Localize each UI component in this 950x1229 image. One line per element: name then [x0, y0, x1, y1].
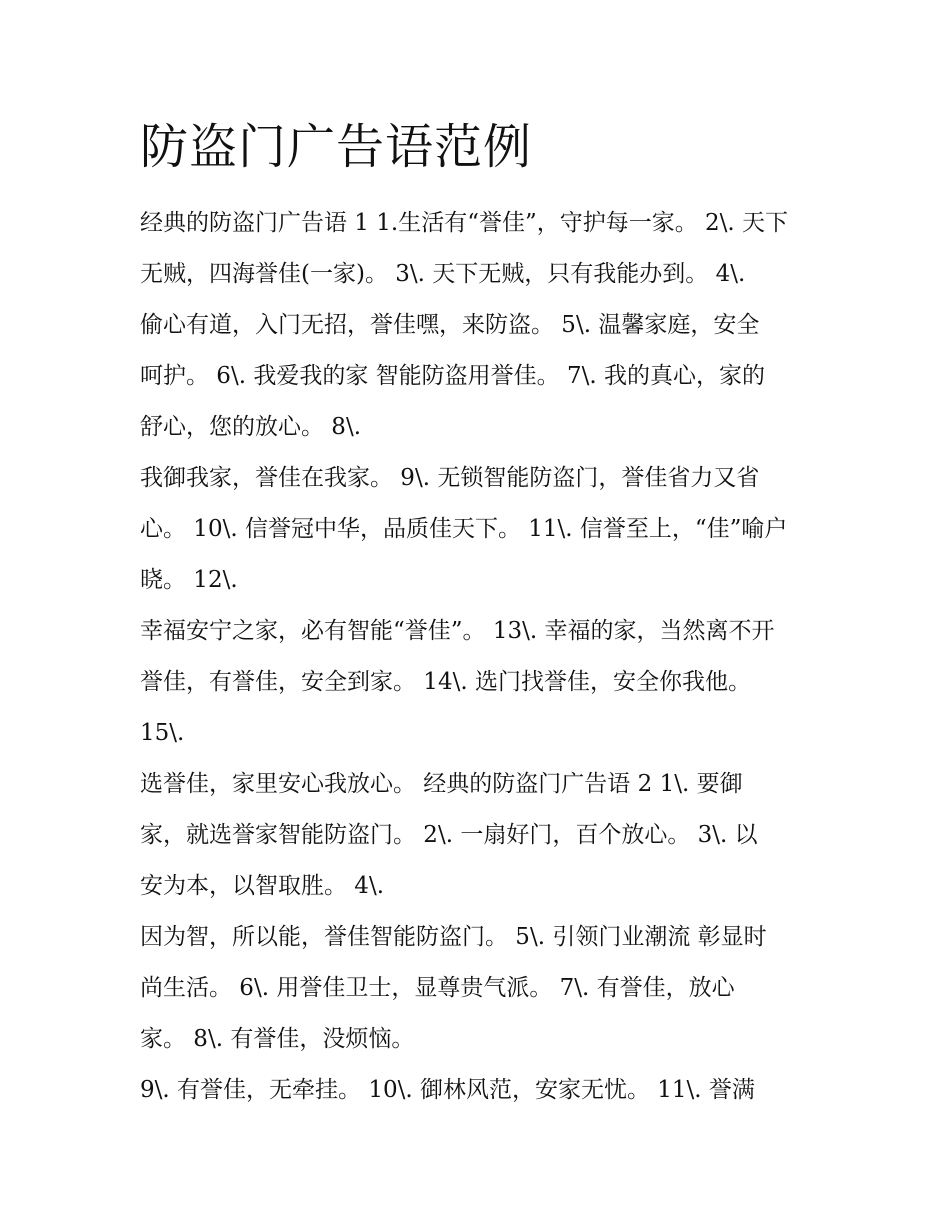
text-line: 心。 10\. 信誉冠中华，品质佳天下。 11\. 信誉至上，“佳”喻户 — [140, 516, 788, 542]
text-line: 无贼，四海誉佳(一家)。 3\. 天下无贼，只有我能办到。 4\. — [140, 261, 746, 287]
text-line: 尚生活。 6\. 用誉佳卫士，显尊贵气派。 7\. 有誉佳，放心 — [140, 975, 735, 1001]
text-line: 家，就选誉家智能防盗门。 2\. 一扇好门，百个放心。 3\. 以 — [140, 822, 758, 848]
text-line: 我御我家，誉佳在我家。 9\. 无锁智能防盗门，誉佳省力又省 — [140, 465, 760, 491]
text-line: 9\. 有誉佳，无牵挂。 10\. 御林风范，安家无忧。 11\. 誉满 — [140, 1077, 755, 1103]
text-line: 偷心有道，入门无招，誉佳嘿，来防盗。 5\. 温馨家庭，安全 — [140, 312, 760, 338]
text-line: 呵护。 6\. 我爱我的家 智能防盗用誉佳。 7\. 我的真心，家的 — [140, 363, 765, 389]
text-line: 15\. — [140, 720, 185, 746]
text-line: 幸福安宁之家，必有智能“誉佳”。 13\. 幸福的家，当然离不开 — [140, 618, 775, 644]
text-line: 选誉佳，家里安心我放心。 经典的防盗门广告语 2 1\. 要御 — [140, 771, 743, 797]
text-line: 因为智，所以能，誉佳智能防盗门。 5\. 引领门业潮流 彰显时 — [140, 924, 767, 950]
text-line: 晓。 12\. — [140, 567, 238, 593]
document-body — [140, 198, 820, 1116]
text-line: 安为本，以智取胜。 4\. — [140, 873, 385, 899]
text-line: 经典的防盗门广告语 1 1.生活有“誉佳”，守护每一家。 2\. 天下 — [140, 210, 789, 236]
text-line: 誉佳，有誉佳，安全到家。 14\. 选门找誉佳，安全你我他。 — [140, 669, 751, 695]
document-title: 防盗门广告语范例 — [140, 119, 533, 175]
text-line: 家。 8\. 有誉佳，没烦恼。 — [140, 1026, 415, 1052]
text-line: 舒心，您的放心。 8\. — [140, 414, 362, 440]
